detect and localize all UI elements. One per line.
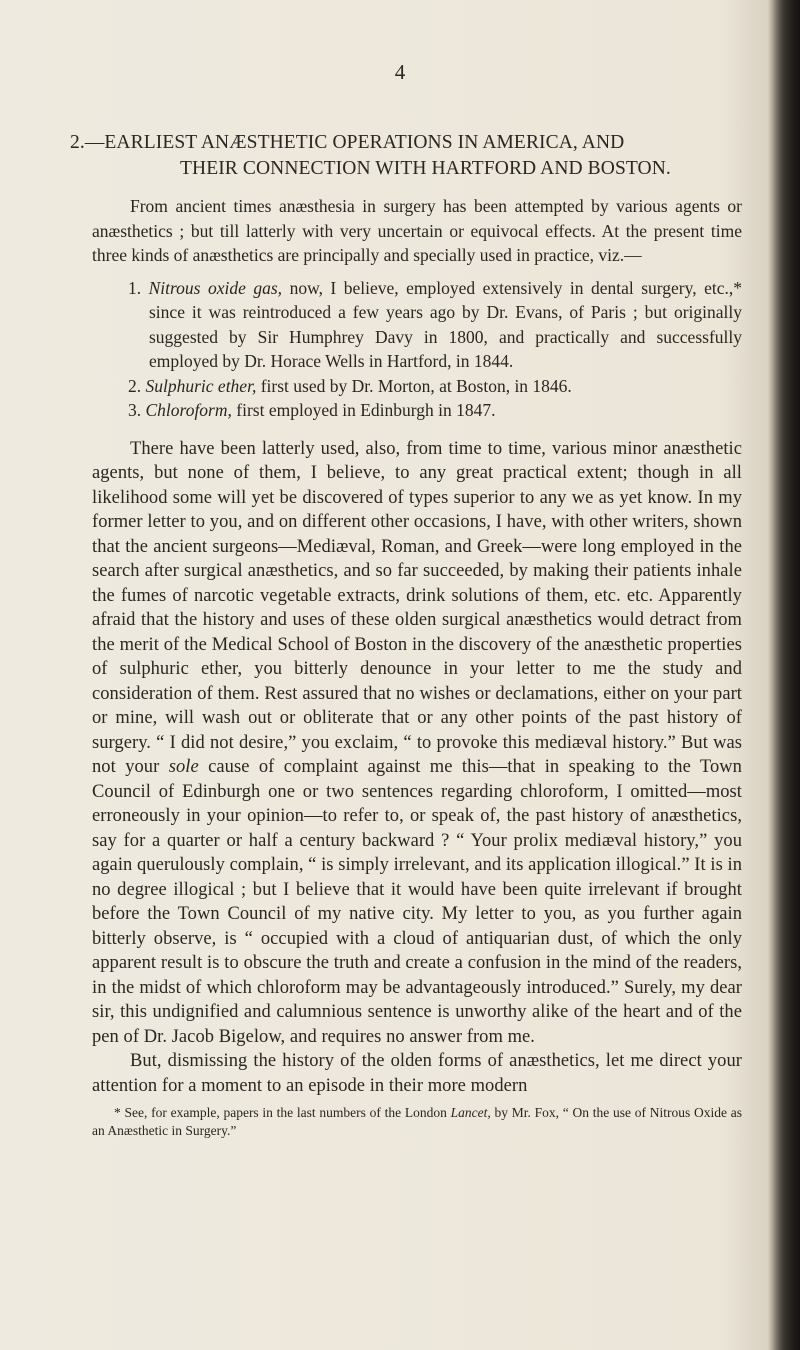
intro-paragraph: From ancient times anæsthesia in surgery has been attempted by various agents or anæsthetics ; but till latterly with very uncertain or equivocal effects. At the present time three kinds of anæsthetics are principally and specially used in practice, viz.—	[92, 196, 742, 265]
footnote-part-b: by Mr. Fox, “ On the use of Nitrous Oxide as an Anæsthetic in Surgery.”	[92, 1105, 742, 1138]
list-item-text: first employed in Edinburgh in 1847.	[236, 400, 496, 420]
list-item	[128, 374, 742, 399]
list-item	[128, 276, 742, 374]
list-item-number: 1.	[128, 277, 142, 298]
section-heading-line-2: THEIR CONNECTION WITH HARTFORD AND BOSTON.	[180, 158, 671, 179]
page-content	[70, 130, 742, 1140]
list-item-name: Nitrous oxide gas,	[148, 277, 283, 298]
anaesthetic-agents-list	[92, 276, 742, 423]
footnote	[92, 1104, 742, 1140]
body-paragraph-1	[92, 437, 742, 1050]
section-heading-line-1: 2.—EARLIEST ANÆSTHETIC OPERATIONS IN AMERICA, AND	[70, 132, 625, 153]
page-edge-shadow	[772, 0, 800, 1350]
list-item-text: now, I believe, employed extensively in dental surgery, etc.,* since it was reintroduced a few years ago by Dr. Evans, of Paris ; but originally suggested by Sir Humphrey Davy in 1800, and practically and successfully employed by Dr. Horace Wells in Hartford, in 1844.	[149, 277, 742, 371]
list-item	[128, 398, 742, 423]
footnote-part-a: * See, for example, papers in the last numbers of the London	[114, 1105, 447, 1120]
list-item-text: first used by Dr. Morton, at Boston, in 1846.	[260, 375, 572, 396]
list-item-name: Chloroform,	[145, 400, 232, 420]
list-item-number: 3.	[128, 400, 142, 420]
body-paragraph-1-part-a: There have been latterly used, also, from time to time, various minor anæsthetic agents, but none of them, I believe, to any great practical extent; though in all likelihood some will yet be discovered of types superior to any we as yet know. In my former letter to you, and on different other occasions, I have, with other writers, shown that the ancient surgeons—Mediæval, Roman, and Greek—were long employed in the search after surgical anæsthetics, and so far succeeded, by making their patients inhale the fumes of narcotic vegetable extracts, drink solutions of them, etc. etc. Apparently afraid that the history and uses of these olden surgical anæsthetics would detract from the merit of the Medical School of Boston in the discovery of the anæsthetic properties of sulphuric ether, you bitterly denounce in your letter to me the study and consideration of them. Rest assured that no wishes or declamations, either on your part or mine, will wash out or obliterate that or any other points of the past history of surgery. “ I did not desire,” you exclaim, “ to provoke this mediæval history.” But was not your	[92, 438, 742, 777]
body-paragraph-2: But, dismissing the history of the olden forms of anæsthetics, let me direct your attention for a moment to an episode in their more modern	[92, 1051, 742, 1096]
list-item-number: 2.	[128, 375, 142, 396]
emphasis-sole: sole	[168, 757, 199, 777]
body-paragraph-1-part-b: cause of complaint against me this—that in speaking to the Town Council of Edinburgh one or two sentences regarding chloroform, I omitted—most erroneously in your opinion—to refer to, or speak of, the past history of anæsthetics, say for a quarter or half a century backward ? “ Your prolix mediæval history,” you again querulously complain, “ is simply irrelevant, and its application illogical.” It is in no degree illogical ; but I believe that it would have been quite irrelevant if brought before the Town Council of my native city. My letter to you, as you further again bitterly observe, is “ occupied with a cloud of antiquarian dust, of which the only apparent result is to obscure the truth and create a confusion in the mind of the readers, in the midst of which chloroform may be advantageously introduced.” Surely, my dear sir, this undignified and calumnious sentence is unworthy alike of the heart and of the pen of Dr. Jacob Bigelow, and requires no answer from me.	[92, 757, 742, 1047]
list-item-name: Sulphuric ether,	[145, 375, 257, 396]
page-number: 4	[394, 60, 406, 84]
section-heading	[70, 130, 742, 182]
footnote-italic: Lancet,	[450, 1105, 491, 1120]
